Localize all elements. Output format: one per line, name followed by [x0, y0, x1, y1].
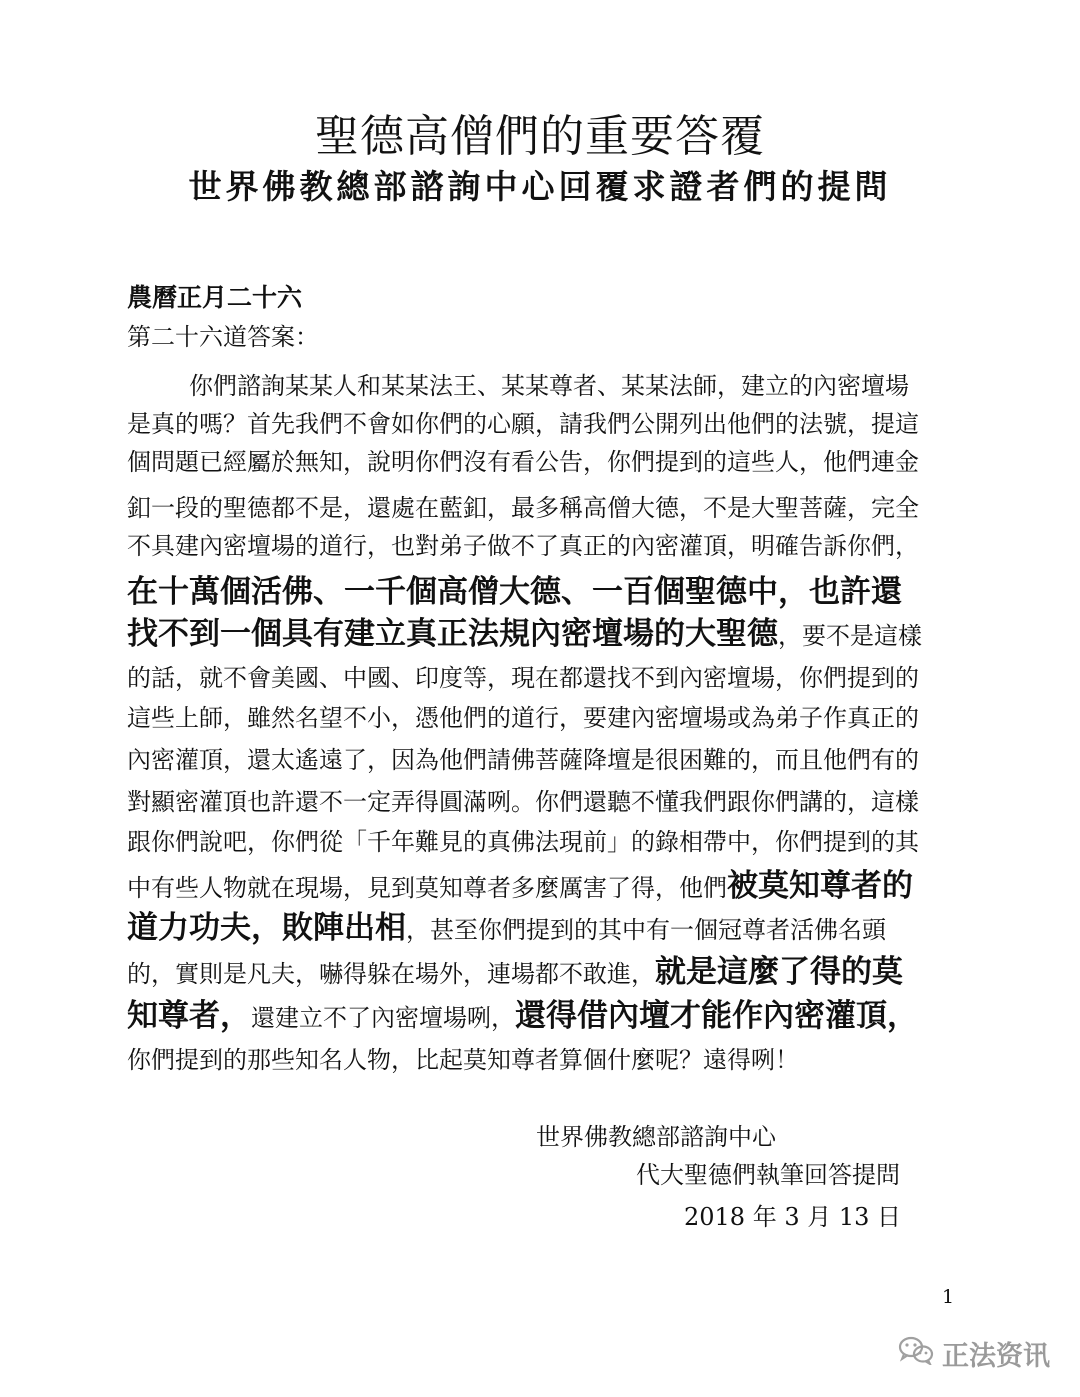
body-text-segment: ，要不是這樣 — [778, 622, 922, 650]
date-heading: 農曆正月二十六 — [127, 283, 303, 312]
document-title: 聖德高僧們的重要答覆 — [315, 111, 765, 162]
emphasis-text: 被莫知尊者的 — [727, 868, 913, 904]
signature-organization: 世界佛教總部諮詢中心 — [536, 1123, 776, 1151]
watermark-label: 正法资讯 — [942, 1340, 1050, 1372]
body-line — [127, 568, 957, 616]
body-line: 不具建內密壇場的道行，也對弟子做不了真正的內密灌頂，明確告訴你們， — [127, 532, 919, 560]
body-line: 是真的嗎？首先我們不會如你們的心願，請我們公開列出他們的法號，提這 — [127, 410, 919, 438]
emphasis-text: 就是這麼了得的莫 — [655, 954, 903, 990]
body-line: 個問題已經屬於無知，說明你們沒有看公告，你們提到的這些人，他們連金 — [127, 448, 919, 476]
emphasis-text: 還得借內壇才能作內密灌頂， — [515, 998, 918, 1034]
body-text-segment: 中有些人物就在現場，見到莫知尊者多麼厲害了得，他們 — [127, 874, 727, 902]
body-line: 跟你們說吧，你們從「千年難見的真佛法現前」的錄相帶中，你們提到的其 — [127, 828, 919, 856]
watermark — [898, 1333, 1050, 1373]
body-line: 這些上師，雖然名望不小，憑他們的道行，要建內密壇場或為弟子作真正的 — [127, 704, 919, 732]
answer-label: 第二十六道答案： — [127, 323, 319, 351]
document-subtitle: 世界佛教總部諮詢中心回覆求證者們的提問 — [188, 167, 892, 206]
body-line — [127, 610, 957, 658]
page-number: 1 — [942, 1286, 955, 1308]
body-line — [127, 904, 957, 952]
body-line: 內密灌頂，還太遙遠了，因為他們請佛菩薩降壇是很困難的，而且他們有的 — [127, 746, 919, 774]
body-line — [127, 948, 957, 996]
wechat-icon — [898, 1335, 934, 1372]
signature-role: 代大聖德們執筆回答提問 — [636, 1161, 900, 1189]
body-line: 釦一段的聖德都不是，還處在藍釦，最多稱高僧大德，不是大聖菩薩，完全 — [127, 494, 919, 522]
body-text-segment: 還建立不了內密壇場咧， — [251, 1004, 515, 1032]
body-text-segment: ，甚至你們提到的其中有一個冠尊者活佛名頭 — [406, 916, 886, 944]
emphasis-text: 知尊者， — [127, 998, 251, 1034]
body-text-segment: 的，實則是凡夫，嚇得躲在場外，連場都不敢進， — [127, 960, 655, 988]
body-line: 對顯密灌頂也許還不一定弄得圓滿咧。你們還聽不懂我們跟你們講的，這樣 — [127, 788, 919, 816]
emphasis-text: 找不到一個具有建立真正法規內密壇場的大聖德 — [127, 616, 778, 652]
emphasis-text: 在十萬個活佛、一千個高僧大德、一百個聖德中，也許還 — [127, 574, 902, 610]
body-line: 你們提到的那些知名人物，比起莫知尊者算個什麼呢？遠得咧！ — [127, 1046, 799, 1074]
body-line — [127, 992, 957, 1040]
emphasis-text: 道力功夫，敗陣出相 — [127, 910, 406, 946]
signature-date: 2018 年 3 月 13 日 — [684, 1203, 902, 1231]
body-line: 你們諮詢某某人和某某法王、某某尊者、某某法師，建立的內密壇場 — [189, 372, 909, 400]
body-line: 的話，就不會美國、中國、印度等，現在都還找不到內密壇場，你們提到的 — [127, 664, 919, 692]
body-line — [127, 862, 957, 910]
